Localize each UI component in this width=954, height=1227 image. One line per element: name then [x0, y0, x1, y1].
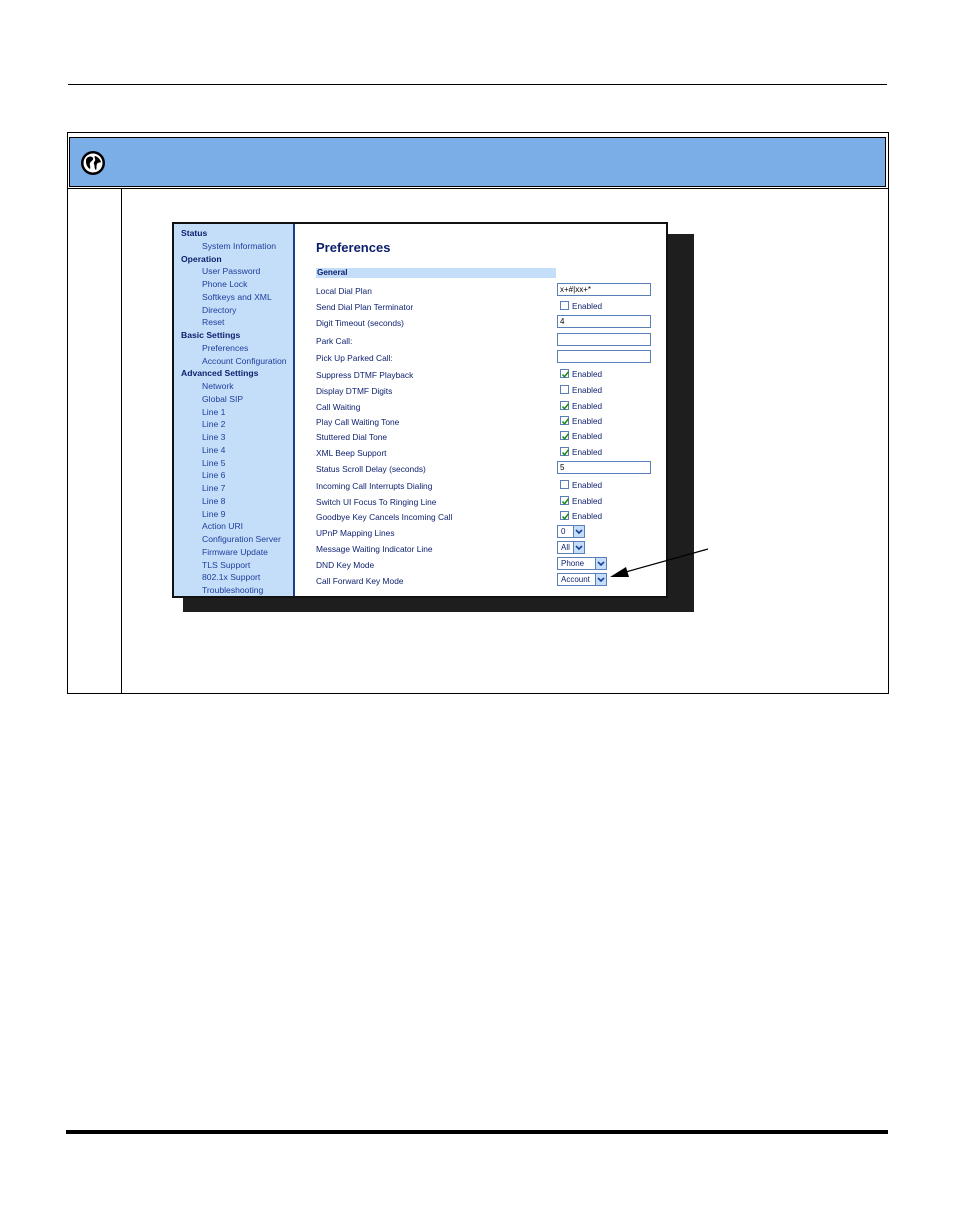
enabled-label: Enabled — [572, 417, 603, 426]
enabled-label: Enabled — [572, 512, 603, 521]
sidebar-item-line-7[interactable]: Line 7 — [202, 483, 226, 493]
digit-timeout-seconds-input[interactable]: 4 — [557, 315, 651, 328]
sidebar-item-directory[interactable]: Directory — [202, 304, 237, 315]
form-row-goodbye-key-cancels-incoming-call — [295, 511, 666, 525]
sidebar-item-line-2[interactable]: Line 2 — [202, 419, 226, 430]
sidebar-item-system-information[interactable]: System Information — [202, 240, 277, 251]
sidebar-item-operation[interactable]: Operation — [181, 253, 222, 264]
callout-arrow-icon — [600, 545, 720, 585]
enabled-label: Enabled — [572, 302, 603, 311]
form-row-call-waiting — [295, 401, 666, 415]
field-label: Display DTMF Digits — [316, 386, 393, 396]
field-label: Call Waiting — [316, 402, 361, 412]
xml-beep-support-checkbox[interactable] — [560, 447, 569, 456]
field-label: Local Dial Plan — [316, 286, 372, 296]
section-header-general: General — [316, 268, 556, 278]
checkmark-icon — [561, 432, 570, 441]
checkmark-icon — [561, 497, 570, 506]
sidebar-item-account-configuration[interactable]: Account Configuration — [202, 355, 287, 366]
sidebar-item-reset[interactable]: Reset — [202, 317, 225, 328]
form-row-park-call — [295, 335, 666, 349]
sidebar-item-line-5[interactable]: Line 5 — [202, 457, 226, 468]
sidebar-item-line-9[interactable]: Line 9 — [202, 508, 226, 519]
form-row-switch-ui-focus-to-ringing-line — [295, 496, 666, 510]
field-label: Digit Timeout (seconds) — [316, 318, 404, 328]
form-row-upnp-mapping-lines — [295, 527, 666, 541]
enabled-label: Enabled — [572, 497, 603, 506]
form-row-local-dial-plan — [295, 285, 666, 299]
sidebar-item-preferences[interactable]: Preferences — [202, 342, 249, 353]
sidebar-item-status[interactable]: Status — [181, 228, 208, 238]
form-row-status-scroll-delay-seconds — [295, 463, 666, 477]
sidebar-item-phone-lock[interactable]: Phone Lock — [202, 279, 248, 289]
bottom-rule — [66, 1130, 888, 1134]
field-label: Pick Up Parked Call: — [316, 353, 393, 363]
field-label: Status Scroll Delay (seconds) — [316, 464, 426, 474]
form-row-digit-timeout-seconds — [295, 317, 666, 331]
checkmark-icon — [561, 417, 570, 426]
sidebar-item-line-4[interactable]: Line 4 — [202, 444, 226, 455]
select-value: All — [561, 543, 570, 552]
table-column-divider — [121, 188, 122, 694]
enabled-label: Enabled — [572, 432, 603, 441]
preferences-panel — [295, 224, 666, 596]
globe-icon — [80, 150, 106, 176]
enabled-label: Enabled — [572, 370, 603, 379]
local-dial-plan-input[interactable]: x+#|xx+* — [557, 283, 651, 296]
play-call-waiting-tone-checkbox[interactable] — [560, 416, 569, 425]
sidebar-item-global-sip[interactable]: Global SIP — [202, 393, 244, 404]
sidebar-item-line-8[interactable]: Line 8 — [202, 495, 226, 506]
sidebar-item-user-password[interactable]: User Password — [202, 266, 261, 277]
sidebar-item-line-1[interactable]: Line 1 — [202, 406, 226, 417]
sidebar-item-troubleshooting[interactable]: Troubleshooting — [202, 585, 264, 595]
sidebar-item-802-1x-support[interactable]: 802.1x Support — [202, 572, 261, 583]
incoming-call-interrupts-dialing-checkbox[interactable] — [560, 480, 569, 489]
sidebar-item-firmware-update[interactable]: Firmware Update — [202, 546, 268, 557]
field-label: Send Dial Plan Terminator — [316, 302, 414, 312]
select-value: Account — [561, 575, 590, 584]
select-value: Phone — [561, 559, 585, 568]
display-dtmf-digits-checkbox[interactable] — [560, 385, 569, 394]
form-row-incoming-call-interrupts-dialing — [295, 480, 666, 494]
message-waiting-indicator-line-select[interactable] — [557, 541, 585, 554]
form-row-xml-beep-support — [295, 447, 666, 461]
field-label: Suppress DTMF Playback — [316, 370, 414, 380]
form-row-pick-up-parked-call — [295, 352, 666, 366]
call-waiting-checkbox[interactable] — [560, 401, 569, 410]
page-title: Preferences — [316, 240, 391, 255]
form-row-suppress-dtmf-playback — [295, 369, 666, 383]
checkmark-icon — [561, 402, 570, 411]
field-label: Call Forward Key Mode — [316, 576, 404, 586]
suppress-dtmf-playback-checkbox[interactable] — [560, 369, 569, 378]
enabled-label: Enabled — [572, 481, 603, 490]
goodbye-key-cancels-incoming-call-checkbox[interactable] — [560, 511, 569, 520]
table-header-divider — [67, 188, 889, 189]
field-label: UPnP Mapping Lines — [316, 528, 395, 538]
park-call-input[interactable] — [557, 333, 651, 346]
pick-up-parked-call-input[interactable] — [557, 350, 651, 363]
sidebar-item-line-6[interactable]: Line 6 — [202, 470, 226, 481]
sidebar-nav — [174, 224, 295, 596]
field-label: Incoming Call Interrupts Dialing — [316, 481, 433, 491]
form-row-stuttered-dial-tone — [295, 431, 666, 445]
form-row-send-dial-plan-terminator — [295, 301, 666, 315]
upnp-mapping-lines-select[interactable] — [557, 525, 585, 538]
switch-ui-focus-to-ringing-line-checkbox[interactable] — [560, 496, 569, 505]
field-label: XML Beep Support — [316, 448, 387, 458]
stuttered-dial-tone-checkbox[interactable] — [560, 431, 569, 440]
top-rule — [68, 84, 887, 85]
form-row-display-dtmf-digits — [295, 385, 666, 399]
chevron-down-icon[interactable] — [573, 526, 584, 537]
field-label: Message Waiting Indicator Line — [316, 544, 433, 554]
form-row-play-call-waiting-tone — [295, 416, 666, 430]
sidebar-item-advanced-settings[interactable]: Advanced Settings — [181, 368, 259, 379]
web-ui-screenshot — [172, 222, 668, 598]
status-scroll-delay-seconds-input[interactable]: 5 — [557, 461, 651, 474]
field-label: Goodbye Key Cancels Incoming Call — [316, 512, 453, 522]
sidebar-item-configuration-server[interactable]: Configuration Server — [202, 534, 281, 544]
enabled-label: Enabled — [572, 448, 603, 457]
field-label: Play Call Waiting Tone — [316, 417, 400, 427]
field-label: Park Call: — [316, 336, 353, 346]
enabled-label: Enabled — [572, 402, 603, 411]
field-label: Stuttered Dial Tone — [316, 432, 388, 442]
table-header-bar — [69, 137, 886, 187]
send-dial-plan-terminator-checkbox[interactable] — [560, 301, 569, 310]
checkmark-icon — [561, 370, 570, 379]
enabled-label: Enabled — [572, 386, 603, 395]
sidebar-item-basic-settings[interactable]: Basic Settings — [181, 330, 241, 340]
checkmark-icon — [561, 448, 570, 457]
sidebar-item-softkeys-and-xml[interactable]: Softkeys and XML — [202, 291, 272, 302]
select-value: 0 — [561, 527, 566, 536]
sidebar-item-tls-support[interactable]: TLS Support — [202, 559, 251, 570]
field-label: DND Key Mode — [316, 560, 375, 570]
field-label: Switch UI Focus To Ringing Line — [316, 497, 437, 507]
chevron-down-icon[interactable] — [573, 542, 584, 553]
checkmark-icon — [561, 512, 570, 521]
sidebar-item-network[interactable]: Network — [202, 381, 234, 391]
sidebar-item-line-3[interactable]: Line 3 — [202, 432, 226, 442]
sidebar-item-action-uri[interactable]: Action URI — [202, 521, 244, 532]
